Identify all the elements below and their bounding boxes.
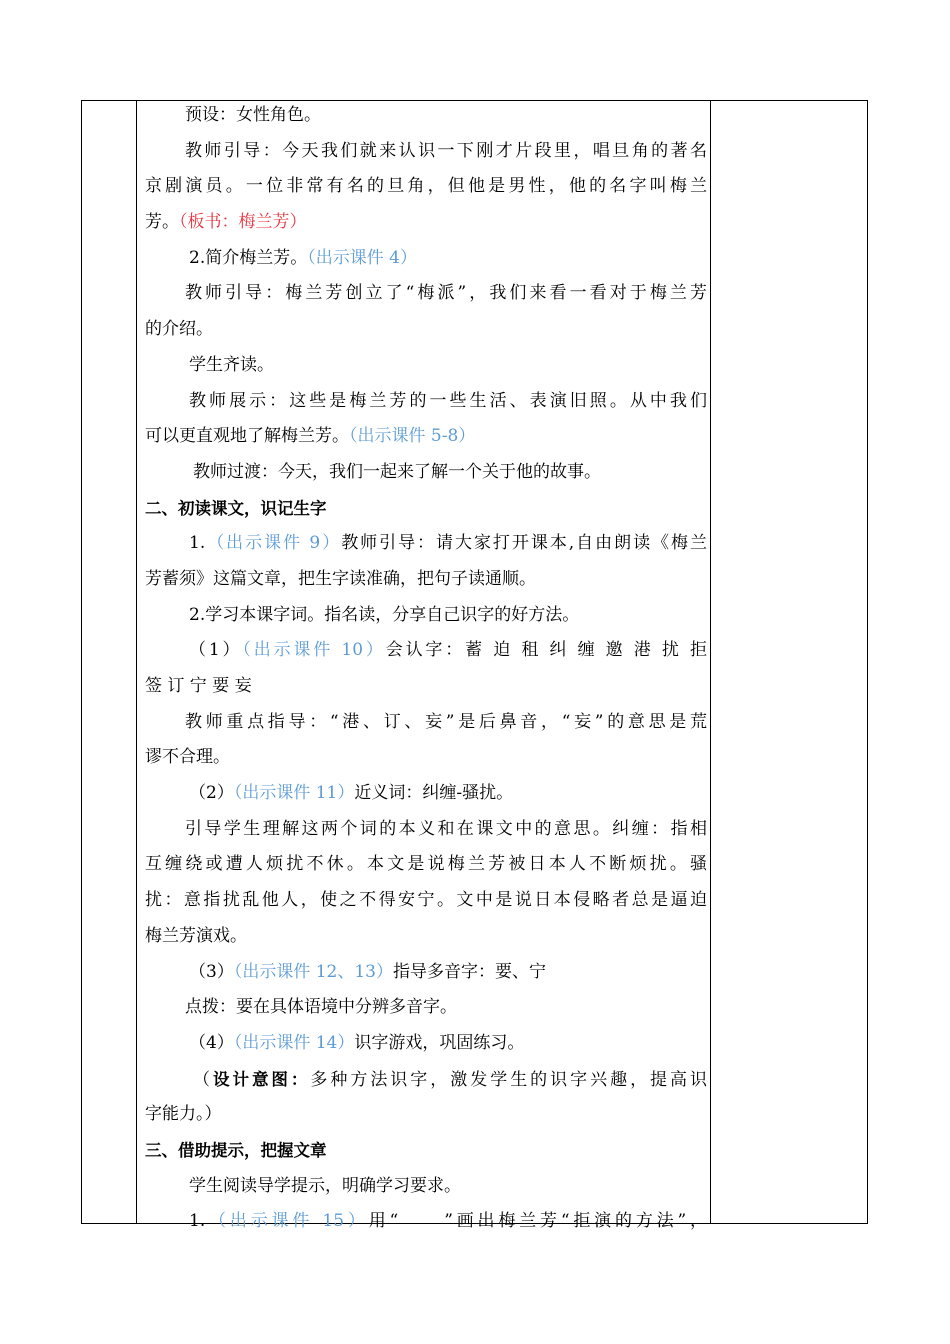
text-line	[145, 241, 707, 277]
text-span: ”画出梅兰芳“拒演的方法”，	[444, 1211, 707, 1232]
text-line: 教师展示：这些是梅兰芳的一些生活、表演旧照。从中我们	[189, 390, 707, 411]
text-line	[145, 633, 707, 669]
text-line: 引导学生理解这两个词的本义和在课文中的意思。纠缠：指相	[185, 818, 707, 839]
text-line: 教师引导：梅兰芳创立了“梅派”，我们来看一看对于梅兰芳	[185, 283, 707, 304]
text-line: 2.学习本课字词。指名读，分享自己识字的好方法。	[189, 604, 580, 625]
design-intent-label: 设计意图：	[212, 1069, 311, 1089]
courseware-ref: （出示课件 12、13）	[233, 961, 393, 982]
text-span: （4）	[189, 1032, 234, 1053]
text-span: 可以更直观地了解梅兰芳。	[145, 426, 349, 447]
text-span: 指导多音字：要、宁	[393, 961, 546, 982]
text-span: 芳。	[145, 212, 179, 233]
lesson-content	[145, 98, 707, 1240]
text-span: 多种方法识字，激发学生的识字兴趣，提高识	[310, 1069, 708, 1090]
text-line	[145, 526, 707, 562]
courseware-ref: （出示课件 11）	[233, 783, 355, 804]
text-line: 学生齐读。	[189, 354, 274, 375]
design-intent	[145, 1062, 707, 1098]
text-line: 的介绍。	[145, 319, 213, 340]
section-heading: 二、初读课文，识记生字	[145, 498, 327, 518]
text-span: （1）	[189, 640, 243, 661]
text-line: 教师过渡：今天，我们一起来了解一个关于他的故事。	[193, 461, 601, 482]
text-line: 字能力。）	[145, 1104, 222, 1125]
text-span: 教师引导：请大家打开课本,自由朗读《梅兰	[341, 533, 707, 554]
text-line	[145, 1204, 707, 1240]
text-line: 预设：女性角色。	[185, 105, 321, 125]
text-line	[145, 1026, 707, 1062]
text-line	[145, 776, 707, 812]
fill-blank	[398, 1205, 444, 1224]
text-span: 1.	[189, 1211, 206, 1232]
text-line: 芳蓄须》这篇文章，把生字读准确，把句子读通顺。	[145, 568, 536, 589]
text-span: 近义词：纠缠-骚扰。	[354, 783, 514, 804]
courseware-ref: （出示课件 5-8）	[349, 426, 476, 447]
text-line: 京剧演员。一位非常有名的旦角，但他是男性，他的名字叫梅兰	[145, 176, 707, 197]
section-heading: 三、借助提示，把握文章	[145, 1140, 327, 1160]
board-note: （板书：梅兰芳）	[179, 212, 307, 233]
text-line	[145, 205, 707, 241]
text-line: 点拨：要在具体语境中分辨多音字。	[185, 997, 457, 1018]
text-line: 教师引导：今天我们就来认识一下刚才片段里，唱旦角的著名	[185, 140, 707, 161]
text-span: 用“	[368, 1211, 399, 1232]
text-line: 教师重点指导：“港、订、妄”是后鼻音，“妄”的意思是荒	[185, 711, 707, 732]
courseware-ref: （出示课件 14）	[233, 1032, 355, 1053]
text-line: 梅兰芳演戏。	[145, 925, 247, 946]
text-line: 扰：意指扰乱他人，使之不得安宁。文中是说日本侵略者总是逼迫	[145, 890, 707, 911]
text-line	[145, 419, 707, 455]
text-span: 1.	[189, 533, 206, 554]
column-divider-2	[710, 101, 711, 1223]
text-span: 2.简介梅兰芳。	[189, 247, 308, 268]
courseware-ref: （出示课件 9）	[205, 533, 342, 554]
text-line: 谬不合理。	[145, 747, 230, 768]
courseware-ref: （出示课件 15）	[205, 1211, 369, 1232]
text-line: 学生阅读导学提示，明确学习要求。	[189, 1175, 461, 1196]
text-span: （	[193, 1069, 213, 1090]
courseware-ref: （出示课件 10）	[242, 640, 386, 661]
text-span: （3）	[189, 961, 234, 982]
courseware-ref: （出示课件 4）	[307, 247, 417, 268]
text-span: 识字游戏，巩固练习。	[354, 1032, 525, 1053]
text-line: 互缠绕或遭人烦扰不休。本文是说梅兰芳被日本人不断烦扰。骚	[145, 854, 707, 875]
text-span: （2）	[189, 783, 234, 804]
column-divider-1	[136, 101, 137, 1223]
text-line	[145, 955, 707, 991]
text-line: 签 订 宁 要 妄	[145, 676, 252, 696]
text-span: 会认字：蓄 迫 租 纠 缠 邀 港 扰 拒	[385, 640, 707, 661]
